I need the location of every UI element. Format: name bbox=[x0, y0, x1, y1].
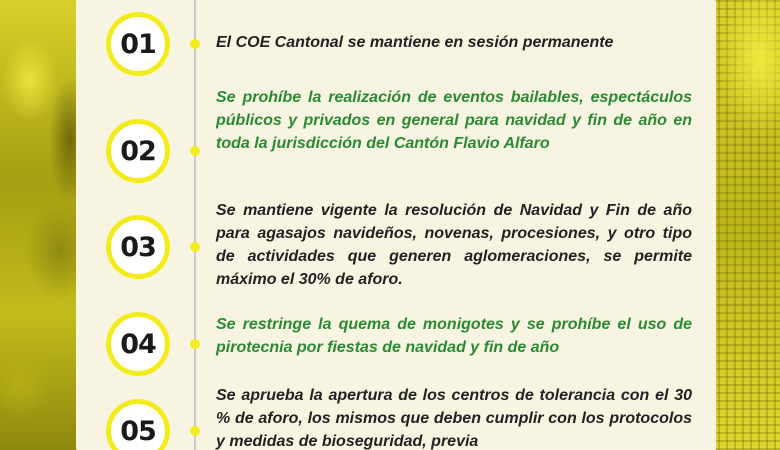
timeline-dot bbox=[190, 426, 200, 436]
timeline-dot bbox=[190, 39, 200, 49]
badge-03 bbox=[106, 215, 170, 279]
badge-number: 04 bbox=[111, 317, 165, 371]
badge-number: 01 bbox=[111, 17, 165, 71]
background-foliage-right bbox=[710, 0, 780, 450]
badge-01 bbox=[106, 12, 170, 76]
timeline-dot bbox=[190, 146, 200, 156]
timeline-line bbox=[194, 0, 196, 450]
badge-number: 05 bbox=[111, 404, 165, 450]
item-text-03: Se mantiene vigente la resolución de Navidad y Fin de año para agasajos navideños, novenas, procesiones, y otro tipo de actividades que generen aglomeraciones, se permite máximo el 30% de aforo. bbox=[216, 202, 692, 288]
item-text-01: El COE Cantonal se mantiene en sesión permanente bbox=[216, 34, 614, 51]
timeline-dot bbox=[190, 339, 200, 349]
badge-04 bbox=[106, 312, 170, 376]
badge-number: 02 bbox=[111, 124, 165, 178]
timeline-dot bbox=[190, 242, 200, 252]
badge-02 bbox=[106, 119, 170, 183]
item-text-05: Se aprueba la apertura de los centros de tolerancia con el 30 % de aforo, los mismos que deben cumplir con los protocolos y medidas de bioseguridad, previa bbox=[216, 387, 692, 450]
item-text-04: Se restringe la quema de monigotes y se prohíbe el uso de pirotecnia por fiestas de navidad y fin de año bbox=[216, 316, 692, 356]
item-text-02: Se prohíbe la realización de eventos bailables, espectáculos públicos y privados en general para navidad y fin de año en toda la jurisdicción del Cantón Flavio Alfaro bbox=[216, 89, 692, 152]
badge-number: 03 bbox=[111, 220, 165, 274]
